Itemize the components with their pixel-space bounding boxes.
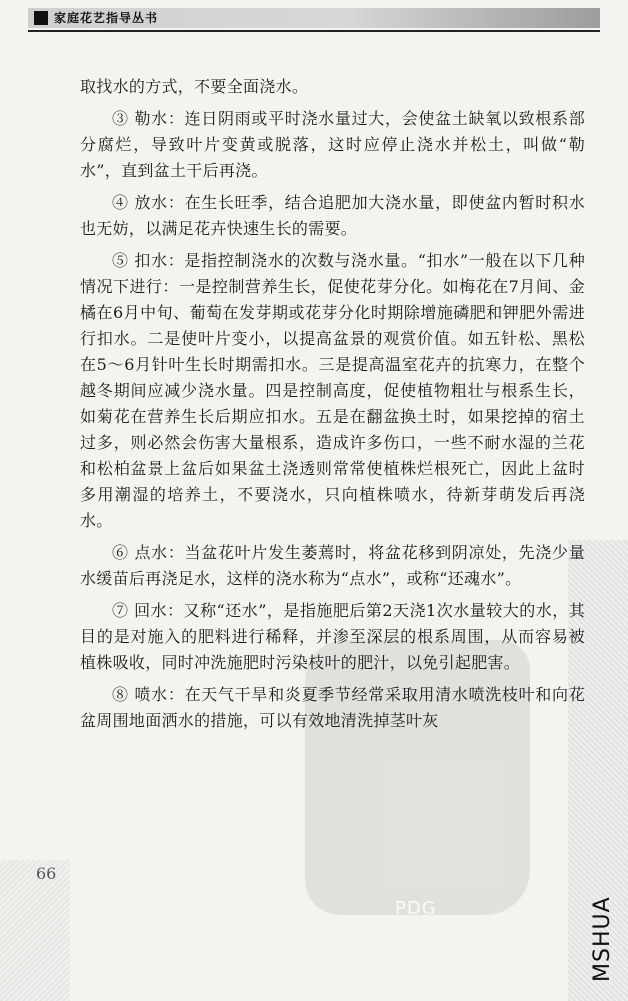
paragraph: ③ 勒水：连日阴雨或平时浇水量过大，会使盆土缺氧以致根系部分腐烂，导致叶片变黄或脱落，这时应停止浇水并松土，叫做“勒水”，直到盆土干后再浇。 — [80, 109, 585, 180]
body-text — [80, 74, 585, 740]
header-square-mark — [34, 11, 48, 25]
paragraph: ⑤ 扣水：是指控制浇水的次数与浇水量。“扣水”一般在以下几种情况下进行：一是控制营养生长，促使花芽分化。如梅花在7月间、金橘在6月中旬、葡萄在发芽期或花芽分化时期除增施磷肥和钾肥外需进行扣水。二是使叶片变小，以提高盆景的观赏价值。如五针松、黑松在5～6月针叶生长时期需扣水。三是提高温室花卉的抗寒力，在整个越冬期间应减少浇水量。四是控制高度，促使植物粗壮与根系生长，如菊花在营养生长后期应扣水。五是在翻盆换土时，如果挖掉的宿土过多，则必然会伤害大量根系，造成许多伤口，一些不耐水湿的兰花和松柏盆景上盆后如果盆土浇透则常常使植株烂根死亡，因此上盆时多用潮湿的培养土，不要浇水，只向植株喷水，待新芽萌发后再浇水。 — [80, 251, 585, 530]
series-title: 家庭花艺指导丛书 — [54, 11, 159, 25]
paragraph: 取找水的方式，不要全面浇水。 — [80, 77, 309, 96]
paragraph: ⑦ 回水：又称“还水”，是指施肥后第2天浇1次水量较大的水，其目的是对施入的肥料进行稀释，并渗至深层的根系周围，从而容易被植株吸收，同时冲洗施肥时污染枝叶的肥汁，以免引起肥害。 — [80, 601, 585, 672]
page-number: 66 — [36, 864, 57, 883]
watermark-text: PDG — [395, 898, 437, 919]
scan-noise-left — [0, 860, 70, 1001]
paragraph: ⑥ 点水：当盆花叶片发生萎蔫时，将盆花移到阴凉处，先浇少量水缓苗后再浇足水，这样的浇水称为“点水”，或称“还魂水”。 — [80, 543, 585, 588]
header-rule — [28, 30, 600, 32]
side-watermark: MSHUA — [590, 896, 615, 982]
paragraph: ④ 放水：在生长旺季，结合追肥加大浇水量，即使盆内暂时积水也无妨，以满足花卉快速生长的需要。 — [80, 193, 585, 238]
paragraph: ⑧ 喷水：在天气干旱和炎夏季节经常采取用清水喷洗枝叶和向花盆周围地面洒水的措施，可以有效地清洗掉茎叶灰 — [80, 685, 585, 730]
